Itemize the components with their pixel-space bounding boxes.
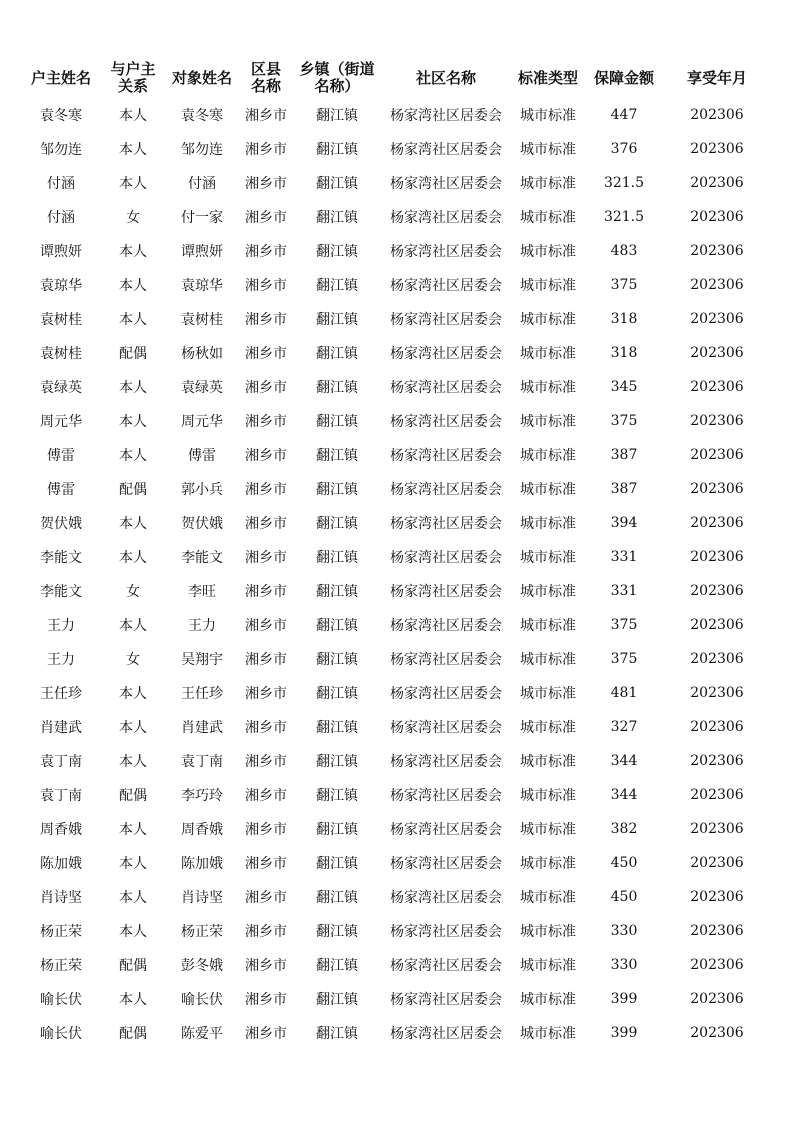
recipient-name-cell: 袁琼华 xyxy=(181,278,223,294)
period-cell: 202306 xyxy=(690,175,744,191)
township-cell: 翻江镇 xyxy=(316,278,358,294)
standard-type-cell: 城市标准 xyxy=(520,822,576,838)
header-recipient-name: 对象姓名 xyxy=(171,68,232,87)
amount-cell: 394 xyxy=(610,515,638,531)
community-cell: 杨家湾社区居委会 xyxy=(390,550,502,566)
relation-cell: 配偶 xyxy=(119,1026,147,1042)
table-row xyxy=(22,710,770,744)
township-cell: 翻江镇 xyxy=(316,686,358,702)
county-cell: 湘乡市 xyxy=(245,244,287,260)
community-cell: 杨家湾社区居委会 xyxy=(390,414,502,430)
table-row xyxy=(22,166,770,200)
householder-name-cell: 李能文 xyxy=(40,550,82,566)
amount-cell: 399 xyxy=(610,991,638,1007)
relation-cell: 本人 xyxy=(119,176,147,192)
community-cell: 杨家湾社区居委会 xyxy=(390,720,502,736)
period-cell: 202306 xyxy=(690,787,744,803)
table-row xyxy=(22,302,770,336)
period-cell: 202306 xyxy=(690,617,744,633)
relation-cell: 本人 xyxy=(119,244,147,260)
relation-cell: 本人 xyxy=(119,448,147,464)
recipient-name-cell: 陈加娥 xyxy=(181,856,223,872)
county-cell: 湘乡市 xyxy=(245,822,287,838)
community-cell: 杨家湾社区居委会 xyxy=(390,482,502,498)
county-cell: 湘乡市 xyxy=(245,686,287,702)
county-cell: 湘乡市 xyxy=(245,890,287,906)
amount-cell: 344 xyxy=(610,753,638,769)
relation-cell: 本人 xyxy=(119,312,147,328)
standard-type-cell: 城市标准 xyxy=(520,108,576,124)
county-cell: 湘乡市 xyxy=(245,278,287,294)
header-county: 区县 名称 xyxy=(250,60,281,95)
relation-cell: 本人 xyxy=(119,856,147,872)
standard-type-cell: 城市标准 xyxy=(520,550,576,566)
township-cell: 翻江镇 xyxy=(316,210,358,226)
amount-cell: 375 xyxy=(610,413,638,429)
relation-cell: 本人 xyxy=(119,516,147,532)
county-cell: 湘乡市 xyxy=(245,754,287,770)
township-cell: 翻江镇 xyxy=(316,754,358,770)
standard-type-cell: 城市标准 xyxy=(520,210,576,226)
recipient-name-cell: 袁绿英 xyxy=(181,380,223,396)
township-cell: 翻江镇 xyxy=(316,142,358,158)
county-cell: 湘乡市 xyxy=(245,720,287,736)
period-cell: 202306 xyxy=(690,583,744,599)
standard-type-cell: 城市标准 xyxy=(520,754,576,770)
header-township: 乡镇（街道 名称） xyxy=(299,60,375,95)
period-cell: 202306 xyxy=(690,889,744,905)
amount-cell: 376 xyxy=(610,141,638,157)
standard-type-cell: 城市标准 xyxy=(520,244,576,260)
township-cell: 翻江镇 xyxy=(316,244,358,260)
period-cell: 202306 xyxy=(690,821,744,837)
community-cell: 杨家湾社区居委会 xyxy=(390,890,502,906)
period-cell: 202306 xyxy=(690,209,744,225)
amount-cell: 450 xyxy=(610,889,638,905)
recipient-name-cell: 肖建武 xyxy=(181,720,223,736)
standard-type-cell: 城市标准 xyxy=(520,380,576,396)
table-row xyxy=(22,370,770,404)
amount-cell: 375 xyxy=(610,617,638,633)
recipient-name-cell: 袁树桂 xyxy=(181,312,223,328)
relation-cell: 本人 xyxy=(119,890,147,906)
township-cell: 翻江镇 xyxy=(316,516,358,532)
township-cell: 翻江镇 xyxy=(316,176,358,192)
recipient-name-cell: 吴翔宇 xyxy=(181,652,223,668)
community-cell: 杨家湾社区居委会 xyxy=(390,822,502,838)
standard-type-cell: 城市标准 xyxy=(520,618,576,634)
period-cell: 202306 xyxy=(690,515,744,531)
period-cell: 202306 xyxy=(690,311,744,327)
township-cell: 翻江镇 xyxy=(316,108,358,124)
period-cell: 202306 xyxy=(690,413,744,429)
relation-cell: 配偶 xyxy=(119,788,147,804)
township-cell: 翻江镇 xyxy=(316,414,358,430)
householder-name-cell: 王力 xyxy=(47,618,75,634)
period-cell: 202306 xyxy=(690,345,744,361)
standard-type-cell: 城市标准 xyxy=(520,720,576,736)
header-community: 社区名称 xyxy=(415,68,476,87)
header-householder-name: 户主姓名 xyxy=(30,68,91,87)
township-cell: 翻江镇 xyxy=(316,788,358,804)
county-cell: 湘乡市 xyxy=(245,788,287,804)
township-cell: 翻江镇 xyxy=(316,822,358,838)
period-cell: 202306 xyxy=(690,651,744,667)
standard-type-cell: 城市标准 xyxy=(520,482,576,498)
township-cell: 翻江镇 xyxy=(316,652,358,668)
table-row xyxy=(22,778,770,812)
county-cell: 湘乡市 xyxy=(245,176,287,192)
table-row xyxy=(22,812,770,846)
community-cell: 杨家湾社区居委会 xyxy=(390,380,502,396)
recipient-name-cell: 周元华 xyxy=(181,414,223,430)
county-cell: 湘乡市 xyxy=(245,414,287,430)
recipient-name-cell: 傅雷 xyxy=(188,448,216,464)
community-cell: 杨家湾社区居委会 xyxy=(390,346,502,362)
recipient-name-cell: 肖诗坚 xyxy=(181,890,223,906)
community-cell: 杨家湾社区居委会 xyxy=(390,176,502,192)
standard-type-cell: 城市标准 xyxy=(520,992,576,1008)
township-cell: 翻江镇 xyxy=(316,346,358,362)
header-row xyxy=(22,58,770,98)
relation-cell: 本人 xyxy=(119,754,147,770)
community-cell: 杨家湾社区居委会 xyxy=(390,754,502,770)
amount-cell: 382 xyxy=(610,821,638,837)
table-row xyxy=(22,574,770,608)
table-row xyxy=(22,642,770,676)
table-row xyxy=(22,336,770,370)
community-cell: 杨家湾社区居委会 xyxy=(390,958,502,974)
recipient-name-cell: 李巧玲 xyxy=(181,788,223,804)
period-cell: 202306 xyxy=(690,719,744,735)
table-row xyxy=(22,200,770,234)
householder-name-cell: 王力 xyxy=(47,652,75,668)
period-cell: 202306 xyxy=(690,923,744,939)
township-cell: 翻江镇 xyxy=(316,550,358,566)
table-row xyxy=(22,506,770,540)
county-cell: 湘乡市 xyxy=(245,1026,287,1042)
township-cell: 翻江镇 xyxy=(316,856,358,872)
recipient-name-cell: 付涵 xyxy=(188,176,216,192)
township-cell: 翻江镇 xyxy=(316,380,358,396)
period-cell: 202306 xyxy=(690,1025,744,1041)
county-cell: 湘乡市 xyxy=(245,482,287,498)
table-row xyxy=(22,846,770,880)
period-cell: 202306 xyxy=(690,141,744,157)
township-cell: 翻江镇 xyxy=(316,890,358,906)
table-row xyxy=(22,234,770,268)
county-cell: 湘乡市 xyxy=(245,924,287,940)
community-cell: 杨家湾社区居委会 xyxy=(390,924,502,940)
community-cell: 杨家湾社区居委会 xyxy=(390,992,502,1008)
period-cell: 202306 xyxy=(690,685,744,701)
householder-name-cell: 肖诗坚 xyxy=(40,890,82,906)
county-cell: 湘乡市 xyxy=(245,618,287,634)
relation-cell: 女 xyxy=(126,584,140,600)
amount-cell: 344 xyxy=(610,787,638,803)
table-body xyxy=(22,98,770,1050)
householder-name-cell: 肖建武 xyxy=(40,720,82,736)
recipient-name-cell: 陈爱平 xyxy=(181,1026,223,1042)
householder-name-cell: 周元华 xyxy=(40,414,82,430)
relation-cell: 本人 xyxy=(119,822,147,838)
header-relation: 与户主 关系 xyxy=(110,60,156,95)
period-cell: 202306 xyxy=(690,107,744,123)
community-cell: 杨家湾社区居委会 xyxy=(390,584,502,600)
county-cell: 湘乡市 xyxy=(245,992,287,1008)
standard-type-cell: 城市标准 xyxy=(520,686,576,702)
table-row xyxy=(22,608,770,642)
householder-name-cell: 李能文 xyxy=(40,584,82,600)
householder-name-cell: 傅雷 xyxy=(47,482,75,498)
recipient-name-cell: 谭煦妍 xyxy=(181,244,223,260)
standard-type-cell: 城市标准 xyxy=(520,584,576,600)
county-cell: 湘乡市 xyxy=(245,516,287,532)
table-row xyxy=(22,132,770,166)
community-cell: 杨家湾社区居委会 xyxy=(390,686,502,702)
table-row xyxy=(22,982,770,1016)
householder-name-cell: 杨正荣 xyxy=(40,924,82,940)
township-cell: 翻江镇 xyxy=(316,448,358,464)
standard-type-cell: 城市标准 xyxy=(520,312,576,328)
period-cell: 202306 xyxy=(690,991,744,1007)
county-cell: 湘乡市 xyxy=(245,856,287,872)
amount-cell: 483 xyxy=(610,243,638,259)
amount-cell: 321.5 xyxy=(603,209,645,225)
county-cell: 湘乡市 xyxy=(245,958,287,974)
relation-cell: 本人 xyxy=(119,992,147,1008)
householder-name-cell: 周香娥 xyxy=(40,822,82,838)
county-cell: 湘乡市 xyxy=(245,210,287,226)
standard-type-cell: 城市标准 xyxy=(520,414,576,430)
householder-name-cell: 邹勿连 xyxy=(40,142,82,158)
table-row xyxy=(22,914,770,948)
amount-cell: 331 xyxy=(610,583,638,599)
relation-cell: 本人 xyxy=(119,618,147,634)
community-cell: 杨家湾社区居委会 xyxy=(390,856,502,872)
county-cell: 湘乡市 xyxy=(245,448,287,464)
township-cell: 翻江镇 xyxy=(316,958,358,974)
header-amount: 保障金额 xyxy=(593,68,654,87)
householder-name-cell: 袁丁南 xyxy=(40,788,82,804)
relation-cell: 本人 xyxy=(119,380,147,396)
relation-cell: 配偶 xyxy=(119,482,147,498)
amount-cell: 399 xyxy=(610,1025,638,1041)
period-cell: 202306 xyxy=(690,379,744,395)
table-row xyxy=(22,540,770,574)
period-cell: 202306 xyxy=(690,481,744,497)
county-cell: 湘乡市 xyxy=(245,108,287,124)
table-header xyxy=(22,58,770,98)
householder-name-cell: 陈加娥 xyxy=(40,856,82,872)
relation-cell: 本人 xyxy=(119,108,147,124)
township-cell: 翻江镇 xyxy=(316,482,358,498)
standard-type-cell: 城市标准 xyxy=(520,788,576,804)
standard-type-cell: 城市标准 xyxy=(520,142,576,158)
amount-cell: 481 xyxy=(610,685,638,701)
recipient-name-cell: 杨正荣 xyxy=(181,924,223,940)
amount-cell: 330 xyxy=(610,923,638,939)
householder-name-cell: 王任珍 xyxy=(40,686,82,702)
table-row xyxy=(22,98,770,132)
header-standard-type: 标准类型 xyxy=(517,68,578,87)
county-cell: 湘乡市 xyxy=(245,380,287,396)
period-cell: 202306 xyxy=(690,243,744,259)
recipient-name-cell: 李能文 xyxy=(181,550,223,566)
table-row xyxy=(22,404,770,438)
table-row xyxy=(22,744,770,778)
recipient-name-cell: 李旺 xyxy=(188,584,216,600)
township-cell: 翻江镇 xyxy=(316,924,358,940)
householder-name-cell: 付涵 xyxy=(47,176,75,192)
householder-name-cell: 袁树桂 xyxy=(40,312,82,328)
recipient-name-cell: 周香娥 xyxy=(181,822,223,838)
table-row xyxy=(22,438,770,472)
standard-type-cell: 城市标准 xyxy=(520,1026,576,1042)
relation-cell: 本人 xyxy=(119,278,147,294)
householder-name-cell: 袁丁南 xyxy=(40,754,82,770)
table-row xyxy=(22,268,770,302)
period-cell: 202306 xyxy=(690,855,744,871)
relation-cell: 本人 xyxy=(119,924,147,940)
relation-cell: 女 xyxy=(126,652,140,668)
community-cell: 杨家湾社区居委会 xyxy=(390,448,502,464)
amount-cell: 345 xyxy=(610,379,638,395)
householder-name-cell: 喻长伏 xyxy=(40,992,82,1008)
householder-name-cell: 杨正荣 xyxy=(40,958,82,974)
community-cell: 杨家湾社区居委会 xyxy=(390,244,502,260)
standard-type-cell: 城市标准 xyxy=(520,278,576,294)
county-cell: 湘乡市 xyxy=(245,584,287,600)
county-cell: 湘乡市 xyxy=(245,346,287,362)
county-cell: 湘乡市 xyxy=(245,550,287,566)
recipient-name-cell: 袁冬寒 xyxy=(181,108,223,124)
recipient-name-cell: 郭小兵 xyxy=(181,482,223,498)
community-cell: 杨家湾社区居委会 xyxy=(390,618,502,634)
recipient-name-cell: 贺伏娥 xyxy=(181,516,223,532)
householder-name-cell: 袁绿英 xyxy=(40,380,82,396)
standard-type-cell: 城市标准 xyxy=(520,176,576,192)
householder-name-cell: 傅雷 xyxy=(47,448,75,464)
recipient-name-cell: 王力 xyxy=(188,618,216,634)
community-cell: 杨家湾社区居委会 xyxy=(390,278,502,294)
township-cell: 翻江镇 xyxy=(316,618,358,634)
township-cell: 翻江镇 xyxy=(316,1026,358,1042)
township-cell: 翻江镇 xyxy=(316,992,358,1008)
recipient-name-cell: 袁丁南 xyxy=(181,754,223,770)
community-cell: 杨家湾社区居委会 xyxy=(390,142,502,158)
county-cell: 湘乡市 xyxy=(245,652,287,668)
amount-cell: 447 xyxy=(610,107,638,123)
period-cell: 202306 xyxy=(690,753,744,769)
header-period: 享受年月 xyxy=(686,68,747,87)
amount-cell: 375 xyxy=(610,277,638,293)
community-cell: 杨家湾社区居委会 xyxy=(390,108,502,124)
amount-cell: 387 xyxy=(610,447,638,463)
amount-cell: 321.5 xyxy=(603,175,645,191)
table-row xyxy=(22,948,770,982)
period-cell: 202306 xyxy=(690,277,744,293)
amount-cell: 375 xyxy=(610,651,638,667)
householder-name-cell: 付涵 xyxy=(47,210,75,226)
relation-cell: 配偶 xyxy=(119,346,147,362)
standard-type-cell: 城市标准 xyxy=(520,958,576,974)
recipient-name-cell: 喻长伏 xyxy=(181,992,223,1008)
relation-cell: 本人 xyxy=(119,720,147,736)
relation-cell: 本人 xyxy=(119,686,147,702)
period-cell: 202306 xyxy=(690,549,744,565)
relation-cell: 本人 xyxy=(119,550,147,566)
recipient-name-cell: 邹勿连 xyxy=(181,142,223,158)
township-cell: 翻江镇 xyxy=(316,720,358,736)
recipient-name-cell: 付一家 xyxy=(181,210,223,226)
township-cell: 翻江镇 xyxy=(316,312,358,328)
householder-name-cell: 喻长伏 xyxy=(40,1026,82,1042)
amount-cell: 327 xyxy=(610,719,638,735)
standard-type-cell: 城市标准 xyxy=(520,652,576,668)
recipient-name-cell: 杨秋如 xyxy=(181,346,223,362)
recipient-name-cell: 王任珍 xyxy=(181,686,223,702)
community-cell: 杨家湾社区居委会 xyxy=(390,210,502,226)
standard-type-cell: 城市标准 xyxy=(520,856,576,872)
amount-cell: 318 xyxy=(610,311,638,327)
amount-cell: 387 xyxy=(610,481,638,497)
relation-cell: 本人 xyxy=(119,142,147,158)
community-cell: 杨家湾社区居委会 xyxy=(390,652,502,668)
community-cell: 杨家湾社区居委会 xyxy=(390,516,502,532)
relation-cell: 女 xyxy=(126,210,140,226)
amount-cell: 330 xyxy=(610,957,638,973)
standard-type-cell: 城市标准 xyxy=(520,924,576,940)
standard-type-cell: 城市标准 xyxy=(520,516,576,532)
county-cell: 湘乡市 xyxy=(245,142,287,158)
householder-name-cell: 袁树桂 xyxy=(40,346,82,362)
amount-cell: 318 xyxy=(610,345,638,361)
relation-cell: 配偶 xyxy=(119,958,147,974)
table-row xyxy=(22,676,770,710)
community-cell: 杨家湾社区居委会 xyxy=(390,312,502,328)
table-row xyxy=(22,880,770,914)
householder-name-cell: 袁琼华 xyxy=(40,278,82,294)
table-row xyxy=(22,472,770,506)
period-cell: 202306 xyxy=(690,447,744,463)
county-cell: 湘乡市 xyxy=(245,312,287,328)
community-cell: 杨家湾社区居委会 xyxy=(390,788,502,804)
standard-type-cell: 城市标准 xyxy=(520,890,576,906)
recipient-name-cell: 彭冬娥 xyxy=(181,958,223,974)
standard-type-cell: 城市标准 xyxy=(520,448,576,464)
householder-name-cell: 谭煦妍 xyxy=(40,244,82,260)
township-cell: 翻江镇 xyxy=(316,584,358,600)
period-cell: 202306 xyxy=(690,957,744,973)
table-row xyxy=(22,1016,770,1050)
amount-cell: 450 xyxy=(610,855,638,871)
subsidy-roster-table xyxy=(22,58,770,1050)
amount-cell: 331 xyxy=(610,549,638,565)
householder-name-cell: 袁冬寒 xyxy=(40,108,82,124)
householder-name-cell: 贺伏娥 xyxy=(40,516,82,532)
community-cell: 杨家湾社区居委会 xyxy=(390,1026,502,1042)
relation-cell: 本人 xyxy=(119,414,147,430)
standard-type-cell: 城市标准 xyxy=(520,346,576,362)
